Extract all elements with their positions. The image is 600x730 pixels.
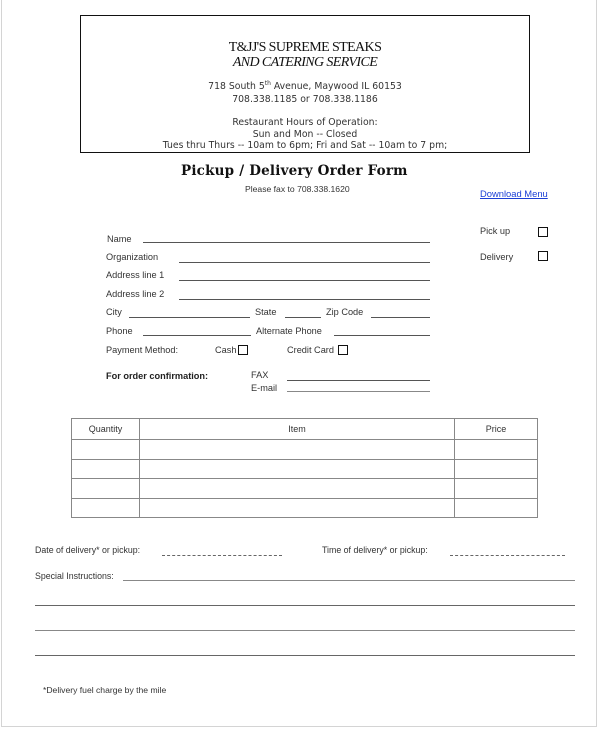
table-row — [72, 498, 538, 518]
delivery-checkbox[interactable] — [538, 251, 548, 261]
table-row — [72, 440, 538, 460]
fax-note: Please fax to 708.338.1620 — [245, 184, 350, 194]
item-cell[interactable] — [140, 440, 455, 460]
item-cell[interactable] — [140, 479, 455, 499]
address-line-1-label: Address line 1 — [106, 270, 165, 280]
item-cell[interactable] — [140, 459, 455, 479]
business-name-line1: T&JJ'S SUPREME STEAKS — [228, 40, 382, 55]
hours-line-2: Tues thru Thurs -- 10am to 6pm; Fri and Sat -- 10am to 7 pm; — [162, 140, 448, 151]
delivery-fuel-footnote: *Delivery fuel charge by the mile — [43, 685, 167, 695]
state-label: State — [255, 307, 277, 317]
time-of-delivery-field[interactable] — [450, 555, 565, 556]
price-header: Price — [455, 419, 538, 440]
payment-method-label: Payment Method: — [106, 345, 179, 355]
zip-code-field[interactable] — [371, 317, 430, 318]
name-field[interactable] — [143, 242, 430, 243]
email-label: E-mail — [251, 383, 278, 393]
price-cell[interactable] — [455, 498, 538, 518]
business-name-line2: AND CATERING SERVICE — [232, 55, 378, 70]
alternate-phone-label: Alternate Phone — [256, 326, 322, 336]
price-cell[interactable] — [455, 440, 538, 460]
pickup-checkbox[interactable] — [538, 227, 548, 237]
quantity-cell[interactable] — [72, 440, 140, 460]
form-title: Pickup / Delivery Order Form — [181, 163, 408, 179]
cash-label: Cash — [215, 345, 237, 355]
address-line-2-label: Address line 2 — [106, 289, 165, 299]
business-name — [81, 40, 529, 70]
date-of-delivery-field[interactable] — [162, 555, 282, 556]
table-header-row — [72, 419, 538, 440]
cash-checkbox[interactable] — [238, 345, 248, 355]
email-field[interactable] — [287, 391, 430, 392]
city-field[interactable] — [129, 317, 250, 318]
table-row — [72, 479, 538, 499]
credit-card-label: Credit Card — [287, 345, 334, 355]
organization-field[interactable] — [179, 262, 430, 263]
special-instructions-line-4[interactable] — [35, 655, 575, 656]
item-cell[interactable] — [140, 498, 455, 518]
name-label: Name — [107, 234, 132, 244]
fax-field[interactable] — [287, 380, 430, 381]
phone-field[interactable] — [143, 335, 251, 336]
business-phones: 708.338.1185 or 708.338.1186 — [232, 94, 378, 105]
hours-title: Restaurant Hours of Operation: — [232, 117, 378, 128]
business-address — [81, 80, 529, 106]
download-menu-link[interactable]: Download Menu — [480, 188, 548, 199]
alternate-phone-field[interactable] — [334, 335, 430, 336]
organization-label: Organization — [106, 252, 159, 262]
phone-label: Phone — [106, 326, 133, 336]
business-header-box — [80, 15, 530, 153]
quantity-cell[interactable] — [72, 459, 140, 479]
date-of-delivery-label: Date of delivery* or pickup: — [35, 545, 141, 555]
hours-of-operation — [81, 117, 529, 152]
order-items-table — [71, 418, 538, 518]
address-line-2-field[interactable] — [179, 299, 430, 300]
fax-label: FAX — [251, 370, 269, 380]
credit-card-checkbox[interactable] — [338, 345, 348, 355]
quantity-header: Quantity — [72, 419, 140, 440]
time-of-delivery-label: Time of delivery* or pickup: — [322, 545, 428, 555]
pickup-label: Pick up — [480, 226, 511, 236]
price-cell[interactable] — [455, 459, 538, 479]
table-row — [72, 459, 538, 479]
price-cell[interactable] — [455, 479, 538, 499]
address-line-1-field[interactable] — [179, 280, 430, 281]
special-instructions-label: Special Instructions: — [35, 571, 114, 581]
zip-code-label: Zip Code — [326, 307, 364, 317]
city-label: City — [106, 307, 122, 317]
item-header: Item — [140, 419, 455, 440]
hours-line-1: Sun and Mon -- Closed — [252, 128, 358, 140]
state-field[interactable] — [285, 317, 321, 318]
order-confirmation-label: For order confirmation: — [106, 371, 209, 381]
street-address: 718 South 5th Avenue, Maywood IL 60153 — [208, 80, 402, 92]
delivery-label: Delivery — [480, 252, 514, 262]
special-instructions-field[interactable] — [123, 580, 575, 581]
special-instructions-line-3[interactable] — [35, 630, 575, 631]
special-instructions-line-2[interactable] — [35, 605, 575, 606]
quantity-cell[interactable] — [72, 479, 140, 499]
quantity-cell[interactable] — [72, 498, 140, 518]
